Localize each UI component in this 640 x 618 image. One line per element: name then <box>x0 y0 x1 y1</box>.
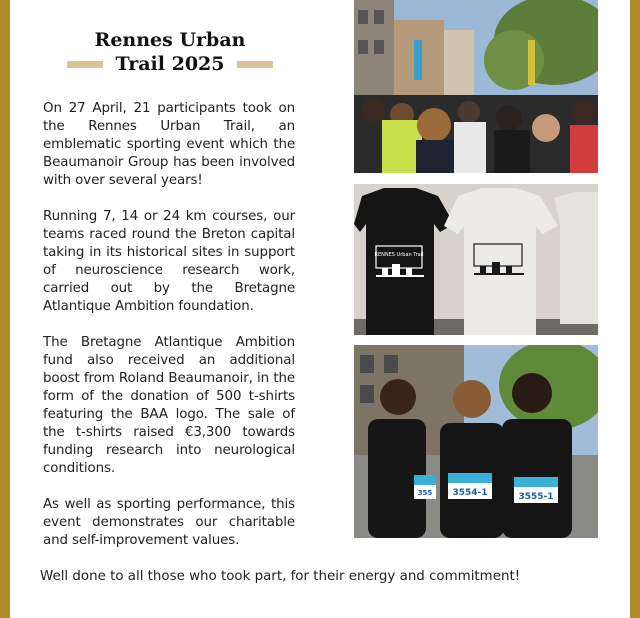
page-title-line1: Rennes Urban <box>94 29 246 51</box>
photo-runners <box>354 345 598 538</box>
title-block <box>60 28 280 76</box>
paragraph-values: As well as sporting performance, this event demonstrates our charitable and self-improvement values. <box>43 497 295 548</box>
paragraph-donation: The Bretagne Atlantique Ambition fund also received an additional boost from Roland Beaumanoir, in the form of the donation of 500 t-shirts featuring the BAA logo. The sale of the t-shirts raised €3,300 towards funding research into neurological conditions. <box>43 335 295 476</box>
closing-message: Well done to all those who took part, for their energy and commitment! <box>40 569 521 584</box>
tshirt-print-text: RENNES Urban Trail <box>374 252 424 258</box>
title-row <box>60 52 280 76</box>
bib-right: 3555-1 <box>518 492 554 502</box>
page-title-line2: Trail 2025 <box>115 53 225 75</box>
photo-tshirts <box>354 184 598 335</box>
text-column <box>43 100 295 568</box>
right-frame-border <box>630 0 640 618</box>
paragraph-courses: Running 7, 14 or 24 km courses, our teams raced round the Breton capital taking in its historical sites in support of neuroscience research work, carried out by the Bretagne Atlantique Ambition foundation. <box>43 209 295 314</box>
bib-middle: 3554-1 <box>452 488 488 498</box>
title-decoration-left <box>67 61 103 68</box>
paragraph-intro: On 27 April, 21 participants took on the Rennes Urban Trail, an emblematic sporting event which the Beaumanoir Group has been involved with over several years! <box>43 101 295 188</box>
bib-left: 355 <box>417 489 433 497</box>
title-decoration-right <box>237 61 273 68</box>
left-frame-border <box>0 0 10 618</box>
photo-crowd <box>354 0 598 173</box>
